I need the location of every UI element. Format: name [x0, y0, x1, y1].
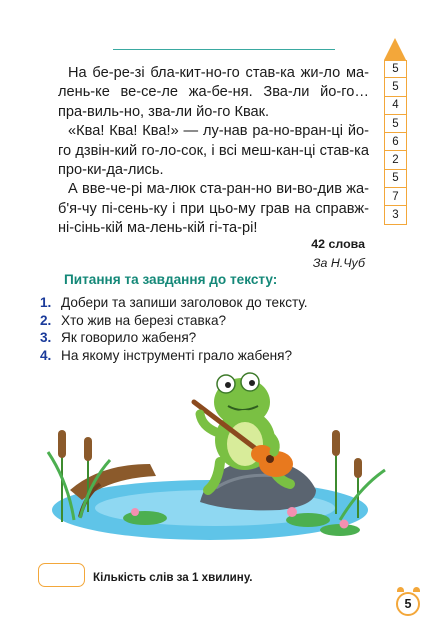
column-cell: 2 — [384, 151, 407, 169]
story-paragraph-1: На бе-ре-зі бла-кит-но-го став-ка жи-ло ма-лень-ке ве-се-ле жа-бе-ня. Зва-ли йо-го… пра-виль-но, зва-ли йо-го Квак. — [58, 65, 369, 120]
task-item — [40, 312, 308, 330]
task-number: 4. — [40, 347, 52, 363]
tasks-list — [40, 294, 308, 364]
column-cell: 6 — [384, 133, 407, 151]
column-cell: 3 — [384, 206, 407, 224]
reading-count-column — [384, 38, 407, 225]
clock-bell-icon — [397, 587, 404, 592]
column-cell: 5 — [384, 115, 407, 133]
answer-box[interactable] — [38, 563, 85, 587]
story-paragraph-3: А вве-че-рі ма-люк ста-ран-но ви-во-див жа-б'я-чу пі-сень-ку і при цьо-му грав на справж-ні-сінь-кій ма-лень-кій гі-та-рі! — [58, 181, 369, 237]
page-number: 5 — [396, 592, 420, 616]
task-text: Добери та запиши заголовок до тексту. — [61, 295, 308, 310]
frog-guitar-illustration — [40, 372, 400, 542]
word-count: 42 слова — [311, 237, 365, 251]
story-text — [58, 64, 369, 239]
clock-bell-icon — [413, 587, 420, 592]
top-divider — [113, 49, 335, 50]
footer-label: Кількість слів за 1 хвилину. — [93, 571, 253, 584]
task-item — [40, 329, 308, 347]
column-cell: 4 — [384, 97, 407, 115]
task-text: Як говорило жабеня? — [61, 330, 197, 346]
author-credit: За Н.Чуб — [312, 256, 365, 270]
task-number: 3. — [40, 330, 52, 346]
task-number: 1. — [40, 295, 52, 310]
column-cell: 5 — [384, 170, 407, 188]
task-number: 2. — [40, 312, 52, 328]
task-text: Хто жив на березі ставка? — [61, 312, 227, 328]
column-cell: 5 — [384, 78, 407, 96]
column-cell: 7 — [384, 188, 407, 206]
story-paragraph-2: «Ква! Ква! Ква!» — лу-нав ра-но-вран-ці йо-го дзвін-кий го-ло-сок, і всі меш-кан-ці став-ка про-ки-да-лись. — [58, 123, 369, 179]
column-cell: 5 — [384, 60, 407, 78]
tasks-heading: Питання та завдання до тексту: — [64, 272, 278, 287]
task-item — [40, 347, 308, 365]
pencil-tip-icon — [384, 38, 406, 60]
task-item — [40, 294, 308, 312]
task-text: На якому інструменті грало жабеня? — [61, 347, 293, 363]
